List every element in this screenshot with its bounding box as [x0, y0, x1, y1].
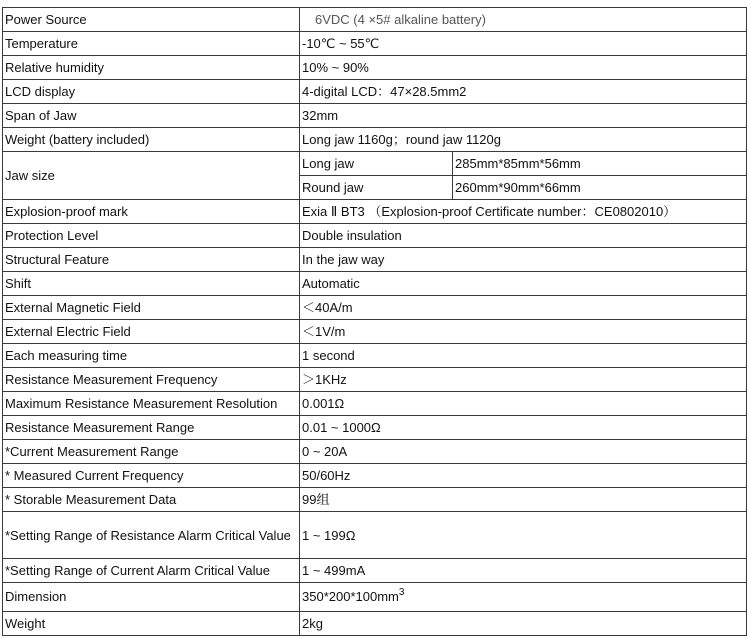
spec-value: Long jaw 1160g；round jaw 1120g: [300, 128, 747, 152]
spec-row-span-of-jaw: [3, 104, 747, 128]
spec-value: 50/60Hz: [300, 464, 747, 488]
spec-row-lcd-display: [3, 80, 747, 104]
spec-row-structural-feature: [3, 248, 747, 272]
spec-value: 6VDC (4 ×5# alkaline battery): [300, 8, 747, 32]
spec-label: Relative humidity: [3, 56, 300, 80]
spec-row-storable-data: [3, 488, 747, 512]
spec-label: * Storable Measurement Data: [3, 488, 300, 512]
spec-value: Automatic: [300, 272, 747, 296]
dimension-value: 350*200*100mm: [302, 589, 399, 604]
spec-label: *Setting Range of Current Alarm Critical Value: [3, 559, 300, 583]
spec-row-measuring-time: [3, 344, 747, 368]
spec-row-weight-battery: [3, 128, 747, 152]
spec-label: Weight: [3, 612, 300, 636]
spec-row-resistance-alarm: [3, 512, 747, 559]
spec-value: 2kg: [300, 612, 747, 636]
spec-label: Each measuring time: [3, 344, 300, 368]
dimension-exponent: 3: [398, 587, 405, 598]
spec-label: Protection Level: [3, 224, 300, 248]
spec-row-jaw-size-long: [3, 152, 747, 176]
spec-row-explosion-proof: [3, 200, 747, 224]
spec-row-current-range: [3, 440, 747, 464]
spec-row-resistance-range: [3, 416, 747, 440]
spec-value: 1 second: [300, 344, 747, 368]
spec-label: Resistance Measurement Frequency: [3, 368, 300, 392]
spec-label: Jaw size: [3, 152, 300, 200]
spec-value: 0.001Ω: [300, 392, 747, 416]
spec-row-external-electric-field: [3, 320, 747, 344]
spec-row-weight: [3, 612, 747, 636]
spec-label: Shift: [3, 272, 300, 296]
spec-row-external-magnetic-field: [3, 296, 747, 320]
spec-row-current-alarm: [3, 559, 747, 583]
spec-value: Exia Ⅱ BT3 （Explosion-proof Certificate number：CE0802010）: [300, 200, 747, 224]
spec-row-relative-humidity: [3, 56, 747, 80]
spec-row-shift: [3, 272, 747, 296]
spec-label: Power Source: [3, 8, 300, 32]
spec-label: External Electric Field: [3, 320, 300, 344]
spec-label: LCD display: [3, 80, 300, 104]
spec-row-resistance-resolution: [3, 392, 747, 416]
spec-row-resistance-frequency: [3, 368, 747, 392]
jaw-type-label: Long jaw: [300, 152, 453, 176]
spec-value: ＜1V/m: [300, 320, 747, 344]
spec-label: *Current Measurement Range: [3, 440, 300, 464]
spec-value: 10% ~ 90%: [300, 56, 747, 80]
spec-label: Resistance Measurement Range: [3, 416, 300, 440]
spec-label: Structural Feature: [3, 248, 300, 272]
spec-value: 99组: [300, 488, 747, 512]
spec-label: Maximum Resistance Measurement Resolution: [3, 392, 300, 416]
spec-label: Dimension: [3, 583, 300, 612]
spec-value: 4-digital LCD：47×28.5mm2: [300, 80, 747, 104]
jaw-size-value: 285mm*85mm*56mm: [453, 152, 747, 176]
spec-value: 1 ~ 499mA: [300, 559, 747, 583]
spec-label: Weight (battery included): [3, 128, 300, 152]
spec-row-power-source: [3, 8, 747, 32]
spec-label: External Magnetic Field: [3, 296, 300, 320]
spec-value: ＜40A/m: [300, 296, 747, 320]
jaw-size-value: 260mm*90mm*66mm: [453, 176, 747, 200]
spec-label: Temperature: [3, 32, 300, 56]
spec-row-temperature: [3, 32, 747, 56]
spec-label: *Setting Range of Resistance Alarm Critical Value: [3, 512, 300, 559]
spec-row-protection-level: [3, 224, 747, 248]
spec-value: -10℃ ~ 55℃: [300, 32, 747, 56]
spec-row-dimension: [3, 583, 747, 612]
spec-label: * Measured Current Frequency: [3, 464, 300, 488]
jaw-type-label: Round jaw: [300, 176, 453, 200]
spec-value: 32mm: [300, 104, 747, 128]
spec-value: 0.01 ~ 1000Ω: [300, 416, 747, 440]
spec-row-current-frequency: [3, 464, 747, 488]
spec-label: Span of Jaw: [3, 104, 300, 128]
spec-value: Double insulation: [300, 224, 747, 248]
spec-label: Explosion-proof mark: [3, 200, 300, 224]
specification-table: [2, 7, 747, 636]
spec-value: 0 ~ 20A: [300, 440, 747, 464]
spec-value: 1 ~ 199Ω: [300, 512, 747, 559]
spec-value: In the jaw way: [300, 248, 747, 272]
spec-value: [300, 583, 747, 612]
spec-value: ＞1KHz: [300, 368, 747, 392]
